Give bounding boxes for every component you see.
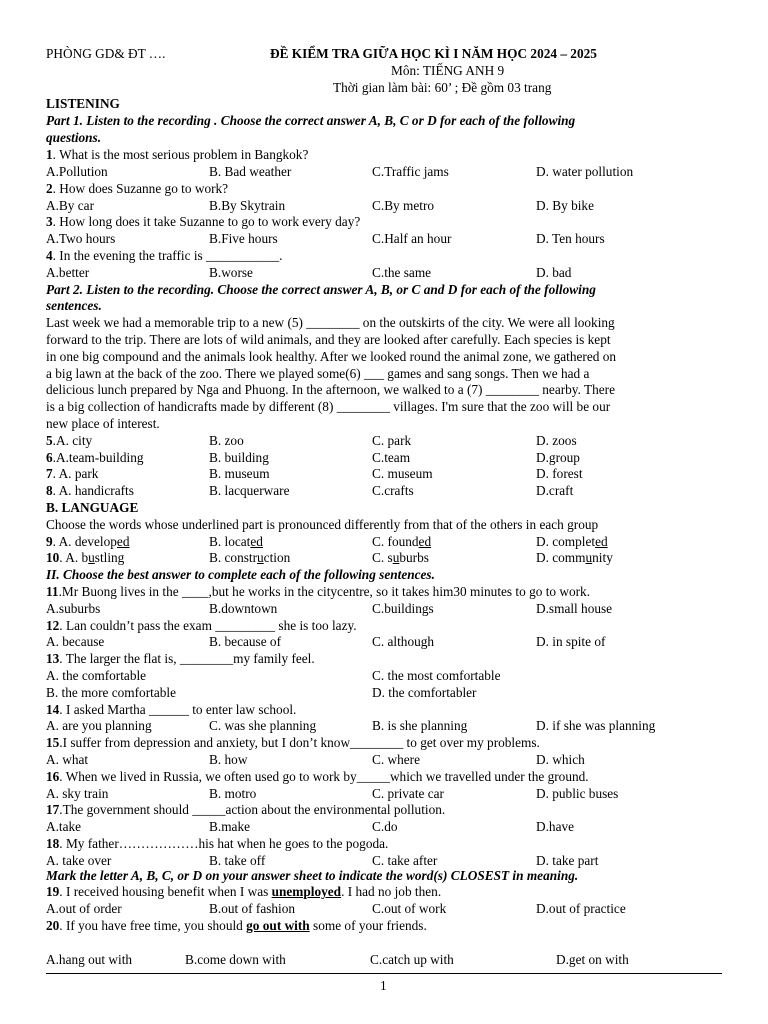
q13-option-c: C. the most comfortable — [372, 668, 501, 683]
q13-option-d: D. the comfortabler — [372, 685, 477, 700]
q3-option-d: D. Ten hours — [536, 231, 605, 246]
exam-title: ĐỀ KIỂM TRA GIỮA HỌC KÌ I NĂM HỌC 2024 – 2025 — [270, 46, 597, 61]
passage-line: delicious lunch prepared by Nga and Phuong. In the afternoon, we walked to a (7) ________ nearby. There — [46, 382, 616, 397]
question-3: 3. How long does it take Suzanne to go to work every day? — [46, 214, 361, 229]
part2-instruction: Part 2. Listen to the recording. Choose the correct answer A, B, or C and D for each of the following — [46, 282, 596, 297]
q10-option-a: 10. A. bustling — [46, 550, 125, 565]
q13-option-a: A. the comfortable — [46, 668, 147, 683]
q12-option-c: C. although — [372, 634, 435, 649]
q2-option-a: A.By car — [46, 198, 94, 213]
q3-option-b: B.Five hours — [209, 231, 278, 246]
q7-option-d: D. forest — [536, 466, 583, 481]
q6-option-b: B. building — [209, 450, 269, 465]
part1-instruction: Part 1. Listen to the recording . Choose the correct answer A, B, C or D for each of the following — [46, 113, 576, 128]
q2-option-c: C.By metro — [372, 198, 435, 213]
q17-option-c: C.do — [372, 819, 398, 834]
q11-option-c: C.buildings — [372, 601, 434, 616]
q5-option-a: 5.A. city — [46, 433, 93, 448]
q10-option-b: B. construction — [209, 550, 291, 565]
q5-option-b: B. zoo — [209, 433, 244, 448]
q9-option-d: D. completed — [536, 534, 608, 549]
q6-option-a: 6.A.team-building — [46, 450, 144, 465]
q20-option-c: C.catch up with — [370, 952, 454, 967]
q13-option-b: B. the more comfortable — [46, 685, 176, 700]
q18-option-d: D. take part — [536, 853, 599, 868]
q19-option-c: C.out of work — [372, 901, 447, 916]
q4-option-a: A.better — [46, 265, 90, 280]
q17-option-a: A.take — [46, 819, 82, 834]
part2-instruction-cont: sentences. — [46, 298, 102, 313]
pronunciation-instruction: Choose the words whose underlined part is pronounced differently from that of the others in each group — [46, 517, 599, 532]
time-label: Thời gian làm bài: 60’ ; Đề gồm 03 trang — [333, 80, 552, 95]
q8-option-c: C.crafts — [372, 483, 414, 498]
q18-option-a: A. take over — [46, 853, 112, 868]
question-20: 20. If you have free time, you should go out with some of your friends. — [46, 918, 427, 933]
q15-option-a: A. what — [46, 752, 89, 767]
q11-option-a: A.suburbs — [46, 601, 101, 616]
footer-divider — [46, 973, 722, 974]
subject-label: Môn: TIẾNG ANH 9 — [391, 63, 505, 78]
q10-option-d: D. community — [536, 550, 613, 565]
q1-option-a: A.Pollution — [46, 164, 108, 179]
q17-option-b: B.make — [209, 819, 250, 834]
passage-line: Last week we had a memorable trip to a new (5) ________ on the outskirts of the city. We were all looking — [46, 315, 615, 330]
q19-option-d: D.out of practice — [536, 901, 626, 916]
q14-option-b: C. was she planning — [209, 718, 317, 733]
q9-option-c: C. founded — [372, 534, 432, 549]
passage-line: new place of interest. — [46, 416, 160, 431]
q6-option-c: C.team — [372, 450, 411, 465]
q20-option-d: D.get on with — [556, 952, 629, 967]
q5-option-d: D. zoos — [536, 433, 577, 448]
q4-option-c: C.the same — [372, 265, 432, 280]
question-19: 19. I received housing benefit when I was unemployed. I had no job then. — [46, 884, 442, 899]
q19-option-b: B.out of fashion — [209, 901, 296, 916]
question-12: 12. Lan couldn’t pass the exam _________ she is too lazy. — [46, 618, 357, 633]
question-17: 17.The government should _____action about the environmental pollution. — [46, 802, 446, 817]
part1-instruction-cont: questions. — [46, 130, 102, 145]
q8-option-b: B. lacquerware — [209, 483, 290, 498]
q2-option-d: D. By bike — [536, 198, 594, 213]
q16-option-a: A. sky train — [46, 786, 109, 801]
question-1: 1. What is the most serious problem in Bangkok? — [46, 147, 309, 162]
q18-option-b: B. take off — [209, 853, 266, 868]
q19-option-a: A.out of order — [46, 901, 122, 916]
q7-option-c: C. museum — [372, 466, 433, 481]
q5-option-c: C. park — [372, 433, 412, 448]
passage-line: is a big collection of handicrafts made by different (8) ________ villages. I'm sure that the zoo will be our — [46, 399, 611, 414]
q15-option-c: C. where — [372, 752, 420, 767]
q14-option-a: A. are you planning — [46, 718, 152, 733]
passage-line: forward to the trip. There are lots of wild animals, and they are looked after carefully. Each species is kept — [46, 332, 611, 347]
q4-option-d: D. bad — [536, 265, 572, 280]
question-15: 15.I suffer from depression and anxiety, but I don’t know________ to get over my problems. — [46, 735, 540, 750]
question-14: 14. I asked Martha ______ to enter law school. — [46, 702, 297, 717]
question-11: 11.Mr Buong lives in the ____,but he works in the citycentre, so it takes him30 minutes to go to work. — [46, 584, 591, 599]
q16-option-c: C. private car — [372, 786, 444, 801]
q16-option-b: B. motro — [209, 786, 257, 801]
q3-option-a: A.Two hours — [46, 231, 116, 246]
q20-option-a: A.hang out with — [46, 952, 133, 967]
passage-line: a big lawn at the back of the zoo. There we played some(6) ___ games and sang songs. Then we had a — [46, 366, 590, 381]
q8-option-d: D.craft — [536, 483, 574, 498]
q10-option-c: C. suburbs — [372, 550, 429, 565]
q15-option-b: B. how — [209, 752, 248, 767]
office-label: PHÒNG GD& ĐT …. — [46, 46, 166, 61]
passage-line: in one big compound and the animals look healthy. After we looked round the animal zone, we gathered on — [46, 349, 617, 364]
section2-instruction: II. Choose the best answer to complete each of the following sentences. — [46, 567, 435, 582]
q12-option-b: B. because of — [209, 634, 281, 649]
q14-option-d: D. if she was planning — [536, 718, 656, 733]
q12-option-d: D. in spite of — [536, 634, 606, 649]
q12-option-a: A. because — [46, 634, 105, 649]
q20-option-b: B.come down with — [185, 952, 286, 967]
q1-option-d: D. water pollution — [536, 164, 634, 179]
listening-heading: LISTENING — [46, 96, 120, 111]
q2-option-b: B.By Skytrain — [209, 198, 286, 213]
question-16: 16. When we lived in Russia, we often used go to work by_____which we travelled under the ground. — [46, 769, 589, 784]
q7-option-a: 7. A. park — [46, 466, 99, 481]
question-2: 2. How does Suzanne go to work? — [46, 181, 229, 196]
question-13: 13. The larger the flat is, ________my family feel. — [46, 651, 315, 666]
q16-option-d: D. public buses — [536, 786, 619, 801]
q8-option-a: 8. A. handicrafts — [46, 483, 134, 498]
q15-option-d: D. which — [536, 752, 585, 767]
q1-option-b: B. Bad weather — [209, 164, 292, 179]
language-heading: B. LANGUAGE — [46, 500, 139, 515]
q11-option-d: D.small house — [536, 601, 613, 616]
section3-instruction: Mark the letter A, B, C, or D on your answer sheet to indicate the word(s) CLOSEST in meaning. — [46, 868, 579, 883]
question-18: 18. My father………………his hat when he goes to the pogoda. — [46, 836, 389, 851]
page-number: 1 — [380, 978, 387, 993]
q9-option-a: 9. A. developed — [46, 534, 130, 549]
q6-option-d: D.group — [536, 450, 580, 465]
q3-option-c: C.Half an hour — [372, 231, 452, 246]
q14-option-c: B. is she planning — [372, 718, 468, 733]
q4-option-b: B.worse — [209, 265, 253, 280]
q18-option-c: C. take after — [372, 853, 438, 868]
q17-option-d: D.have — [536, 819, 575, 834]
q11-option-b: B.downtown — [209, 601, 278, 616]
q9-option-b: B. located — [209, 534, 263, 549]
q1-option-c: C.Traffic jams — [372, 164, 449, 179]
question-4: 4. In the evening the traffic is ___________. — [46, 248, 283, 263]
q7-option-b: B. museum — [209, 466, 270, 481]
